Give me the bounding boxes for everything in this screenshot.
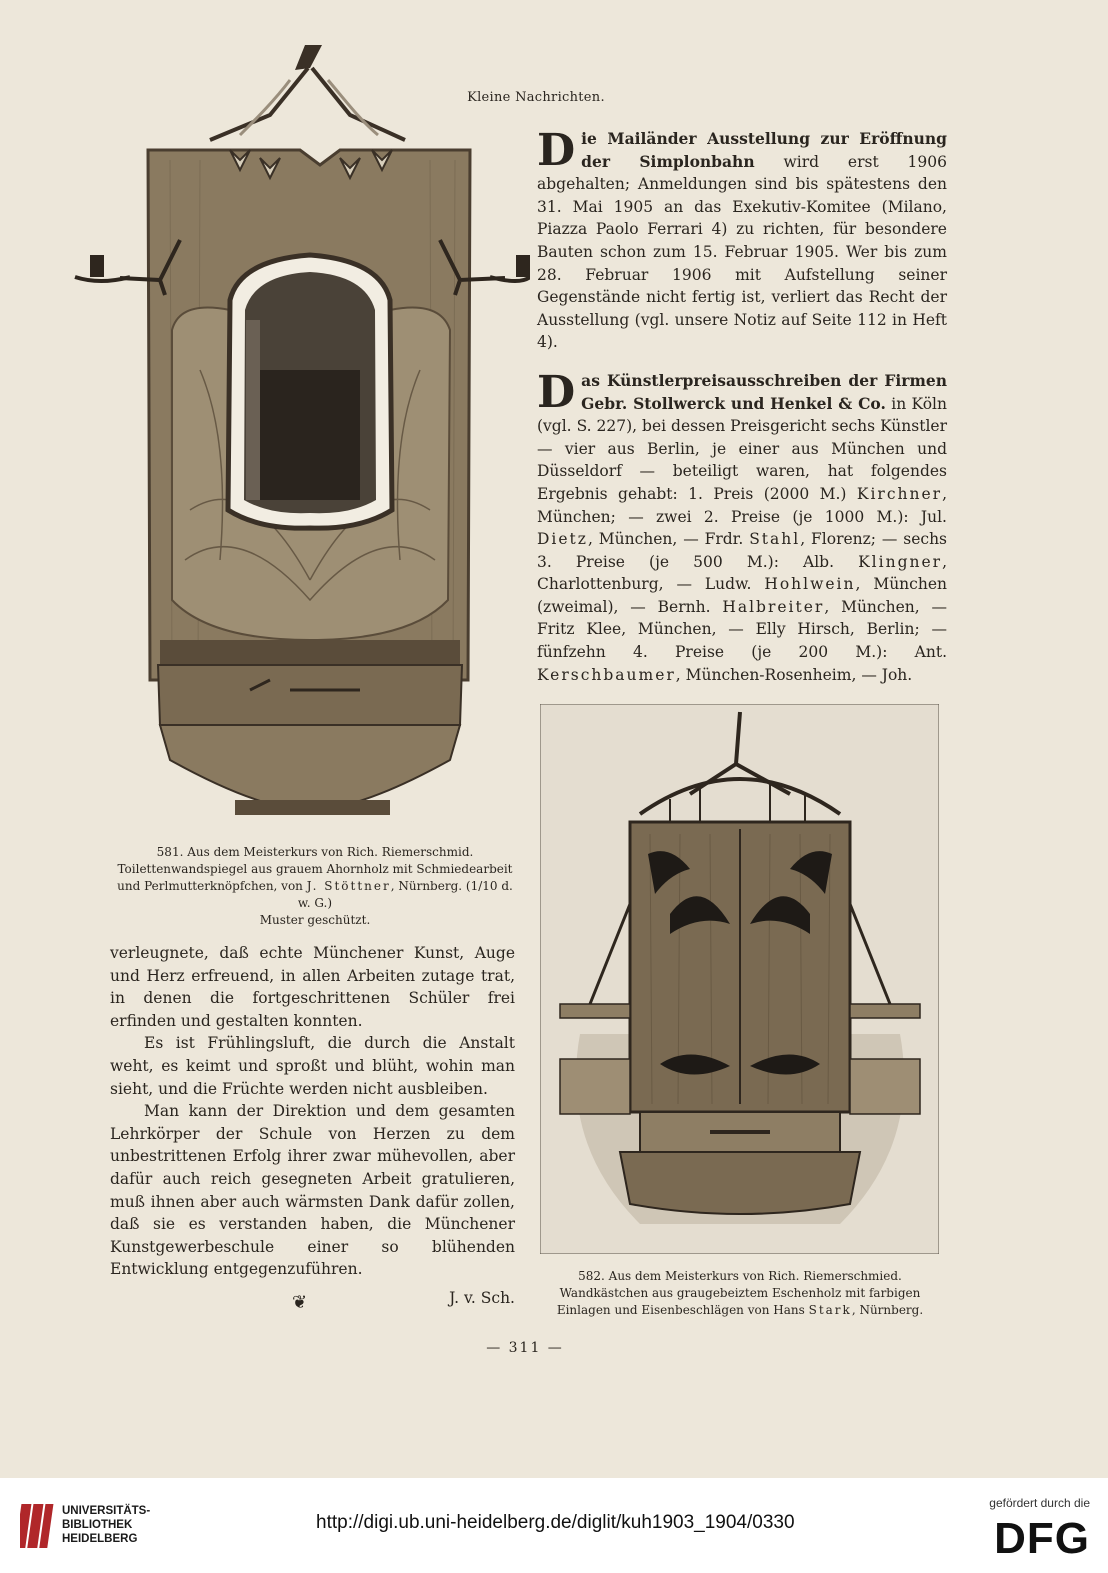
artist-name: Kirchner bbox=[856, 484, 943, 503]
figure-581-caption-rest: , Nürnberg. (1/10 d. w. G.) bbox=[297, 879, 513, 910]
signature: J. v. Sch. bbox=[449, 1288, 515, 1307]
article-2-text: in Köln (vgl. S. 227), bei dessen Preisgericht sechs Künstler — vier aus Berlin, je einer aus München und Düsseldorf — beteiligt waren, hat folgendes Ergebnis gehabt: 1. Preis (2000 M.) bbox=[537, 394, 947, 503]
artist-name: Klingner bbox=[858, 552, 943, 571]
figure-581-mirror-photo bbox=[60, 40, 530, 830]
page-number: — 311 — bbox=[486, 1340, 564, 1356]
figure-581-caption-note: Muster geschützt. bbox=[259, 913, 371, 927]
dropcap-d-1: D bbox=[537, 125, 576, 176]
figure-582-caption-maker: Stark bbox=[808, 1303, 852, 1317]
funded-by-label: gefördert durch die bbox=[989, 1496, 1090, 1510]
library-name-line: BIBLIOTHEK bbox=[62, 1519, 133, 1531]
permalink-url[interactable]: http://digi.ub.uni-heidelberg.de/diglit/kuh1903_1904/0330 bbox=[316, 1512, 795, 1533]
artist-name: Kerschbaumer bbox=[537, 665, 676, 684]
article-2-text: , Florenz; — sechs 3. Preise (je 500 M.): Alb. bbox=[537, 530, 948, 571]
artist-name: Hohlwein bbox=[764, 575, 856, 594]
university-library-logo-icon bbox=[20, 1500, 56, 1552]
artist-name: Halbreiter bbox=[722, 597, 825, 616]
left-paragraph-1: verleugnete, daß echte Münchener Kunst, Auge und Herz erfreuend, in allen Arbeiten zutage trat, in denen die fortgeschrittenen Schüler frei erfinden und gestalten konnten. bbox=[110, 944, 515, 1030]
article-milan-exhibition bbox=[537, 125, 947, 354]
dropcap-d-2: D bbox=[537, 366, 576, 418]
article-2-text: , Charlottenburg, — Ludw. bbox=[537, 552, 947, 594]
article-2-text: , München, — Fritz Klee, München, — Elly Hirsch, Berlin; — fünfzehn 4. Preise (je 200 M.): Ant. bbox=[537, 597, 947, 662]
left-paragraph-2: Es ist Frühlingsluft, die durch die Anstalt weht, es keimt und sproßt und blüht, wohin man sieht, und die Früchte werden nicht ausbleiben. bbox=[110, 1034, 515, 1098]
article-1-heading: ie Mailänder Ausstellung zur Eröffnung der Simplonbahn bbox=[581, 129, 947, 171]
dfg-logo: DFG bbox=[994, 1514, 1090, 1563]
library-name bbox=[62, 1504, 150, 1546]
left-paragraph-3: Man kann der Direktion und dem gesamten Lehrkörper der Schule von Herzen zu dem unbestrittenen Erfolg ihrer zwar mühevollen, aber dafür auch reich gesegneten Arbeit gratulieren, muß ihnen aber auch wärmsten Dank dafür zollen, daß sie es verstanden haben, die Münchener Kunstgewerbeschule einer so blühenden Entwicklung entgegenzuführen. bbox=[110, 1102, 515, 1279]
fleuron-ornament: ❦ bbox=[292, 1292, 308, 1313]
figure-582-caption-rest: , Nürnberg. bbox=[851, 1303, 924, 1317]
article-2-text: , München (zweimal), — Bernh. bbox=[537, 575, 947, 616]
figure-582-caption-main: 582. Aus dem Meisterkurs von Rich. Riemerschmied. Wandkästchen aus graugebeiztem Eschenholz mit farbigen Einlagen und Eisenbeschlägen von Hans bbox=[556, 1269, 921, 1317]
right-column bbox=[537, 125, 948, 686]
article-stollwerck-competition bbox=[537, 366, 948, 686]
figure-582-cabinet-photo bbox=[540, 704, 939, 1254]
article-2-heading: as Künstlerpreisausschreiben der Firmen Gebr. Stollwerck und Henkel & Co. bbox=[581, 370, 947, 413]
article-1-text: wird erst 1906 abgehalten; Anmeldungen sind bis spätestens den 31. Mai 1905 an das Exekutiv-Komitee (Milano, Piazza Paolo Ferrari 4) zu richten, für besondere Bauten schon zum 15. Februar 1905. Wer bis zum 28. Februar 1906 mit Aufstellung seiner Gegenstände nicht fertig ist, verliert das Recht der Ausstellung (vgl. unsere Notiz auf Seite 112 in Heft 4). bbox=[537, 152, 947, 352]
running-header: Kleine Nachrichten. bbox=[467, 90, 605, 105]
figure-581-caption-main: 581. Aus dem Meisterkurs von Rich. Riemerschmid. Toilettenwandspiegel aus grauem Ahornholz mit Schmiedearbeit und Perlmutterknöpfchen, von bbox=[117, 845, 513, 893]
library-name-line: HEIDELBERG bbox=[62, 1533, 138, 1545]
figure-581-caption bbox=[110, 844, 520, 929]
article-2-text: , München, — Frdr. bbox=[587, 530, 750, 549]
footer-bar bbox=[0, 1478, 1108, 1573]
left-column bbox=[110, 942, 515, 1310]
figure-582-caption bbox=[534, 1268, 946, 1319]
library-name-line: UNIVERSITÄTS- bbox=[62, 1505, 151, 1517]
artist-name: Stahl bbox=[749, 530, 801, 549]
article-2-text: , München; — zwei 2. Preise (je 1000 M.): Jul. bbox=[537, 484, 947, 526]
article-2-text: , München-Rosenheim, — Joh. bbox=[675, 665, 913, 684]
figure-581-caption-maker: J. Stöttner bbox=[306, 879, 391, 893]
artist-name: Dietz bbox=[537, 530, 588, 549]
